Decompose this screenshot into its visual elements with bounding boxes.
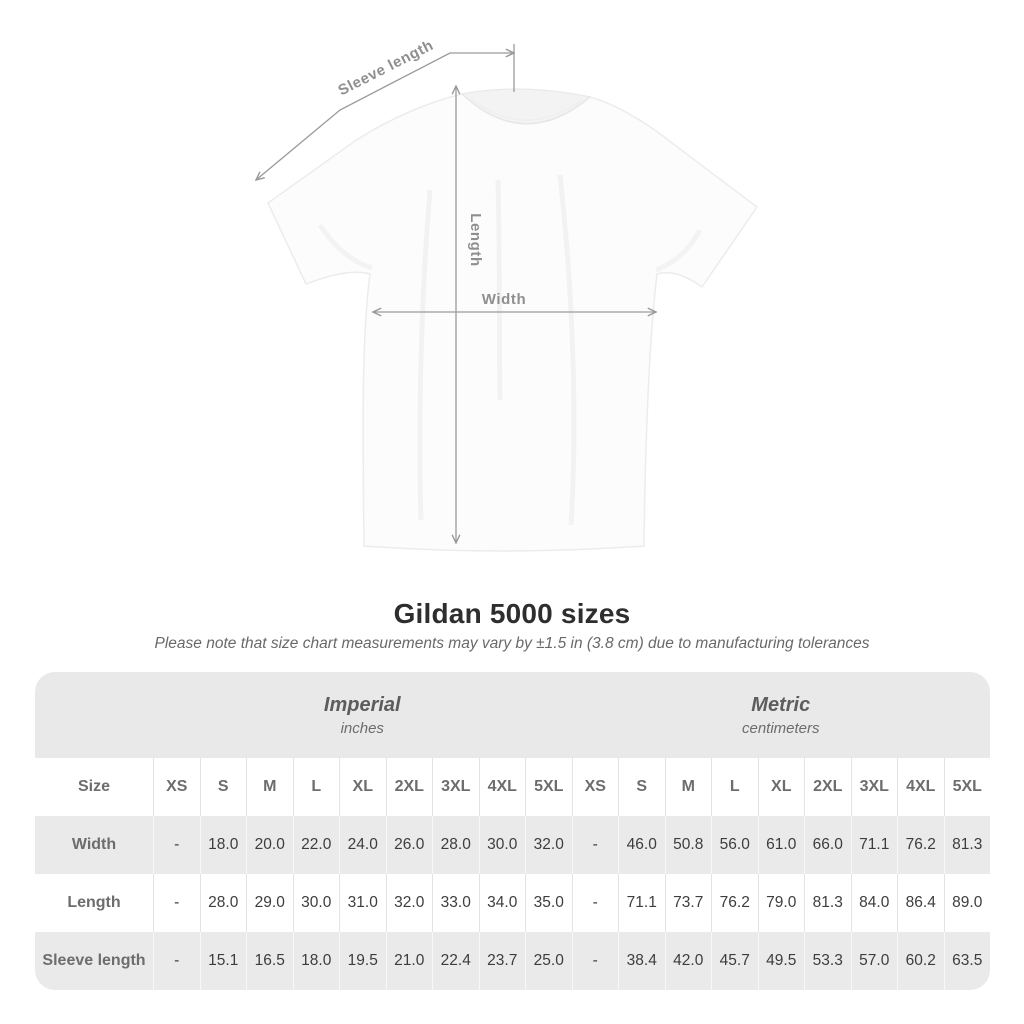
table-cell: 49.5 [758,932,805,990]
table-row-length [35,874,990,932]
length-label: Length [467,213,484,267]
table-cell: 31.0 [339,874,386,932]
table-cell: 53.3 [804,932,851,990]
col-header: XL [339,758,386,816]
table-cell: 25.0 [525,932,572,990]
col-header: 3XL [851,758,898,816]
table-cell: 22.0 [293,816,340,874]
tshirt-body [268,89,757,551]
col-header: 5XL [525,758,572,816]
col-header: L [711,758,758,816]
table-cell: 16.5 [246,932,293,990]
col-header: XS [572,758,619,816]
col-header: XL [758,758,805,816]
imperial-label: Imperial [323,693,401,716]
table-cell: 45.7 [711,932,758,990]
col-header: S [618,758,665,816]
table-cell: 21.0 [386,932,433,990]
table-cell: 89.0 [944,874,991,932]
table-cell: 71.1 [618,874,665,932]
table-cell: 35.0 [525,874,572,932]
col-header: M [246,758,293,816]
imperial-unit: inches [340,719,384,737]
table-cell: 29.0 [246,874,293,932]
col-header: 4XL [897,758,944,816]
table-cell: 86.4 [897,874,944,932]
table-cell: 71.1 [851,816,898,874]
table-cell: 34.0 [479,874,526,932]
col-header: M [665,758,712,816]
table-cell: 56.0 [711,816,758,874]
table-cell: - [153,816,200,874]
unit-group-header-row [35,672,990,758]
table-cell: 38.4 [618,932,665,990]
table-cell: 60.2 [897,932,944,990]
metric-group-header [572,672,991,758]
table-cell: 63.5 [944,932,991,990]
table-cell: 28.0 [432,816,479,874]
table-cell: 30.0 [293,874,340,932]
table-cell: 79.0 [758,874,805,932]
col-header: 2XL [804,758,851,816]
table-cell: 50.8 [665,816,712,874]
row-label: Length [67,894,121,911]
col-header: S [200,758,247,816]
col-header: XS [153,758,200,816]
table-cell: 66.0 [804,816,851,874]
sleeve-length-label: Sleeve length [335,36,437,100]
table-cell: - [572,816,619,874]
table-cell: - [153,932,200,990]
width-label: Width [481,291,527,308]
table-cell: - [572,874,619,932]
table-cell: 76.2 [897,816,944,874]
metric-unit: centimeters [741,719,820,737]
table-cell: 24.0 [339,816,386,874]
table-cell: 81.3 [804,874,851,932]
table-cell: 20.0 [246,816,293,874]
col-header: 4XL [479,758,526,816]
size-header: Size [77,778,110,795]
table-cell: 32.0 [386,874,433,932]
table-cell: - [572,932,619,990]
table-cell: 73.7 [665,874,712,932]
table-cell: 18.0 [293,932,340,990]
table-cell: 57.0 [851,932,898,990]
table-cell: 15.1 [200,932,247,990]
table-cell: 81.3 [944,816,991,874]
band-corner-spacer [35,672,153,758]
table-cell: 32.0 [525,816,572,874]
table-cell: 46.0 [618,816,665,874]
table-cell: 84.0 [851,874,898,932]
row-label: Width [71,836,117,853]
imperial-group-header [153,672,572,758]
table-row-width [35,816,990,874]
table-cell: 22.4 [432,932,479,990]
col-header: 3XL [432,758,479,816]
table-cell: 42.0 [665,932,712,990]
table-cell: 33.0 [432,874,479,932]
table-cell: 61.0 [758,816,805,874]
table-cell: 30.0 [479,816,526,874]
table-cell: 28.0 [200,874,247,932]
table-cell: 26.0 [386,816,433,874]
col-header: L [293,758,340,816]
table-cell: - [153,874,200,932]
page-title: Gildan 5000 sizes [393,598,631,629]
table-cell: 23.7 [479,932,526,990]
table-cell: 19.5 [339,932,386,990]
table-row-sleeve-length [35,932,990,990]
col-header: 5XL [944,758,991,816]
size-table [35,672,990,990]
table-cell: 76.2 [711,874,758,932]
size-header-row [35,758,990,816]
tolerance-note: Please note that size chart measurements may vary by ±1.5 in (3.8 cm) due to manufacturing tolerances [154,635,870,652]
metric-label: Metric [751,693,811,716]
table-cell: 18.0 [200,816,247,874]
row-label: Sleeve length [42,952,146,969]
col-header: 2XL [386,758,433,816]
